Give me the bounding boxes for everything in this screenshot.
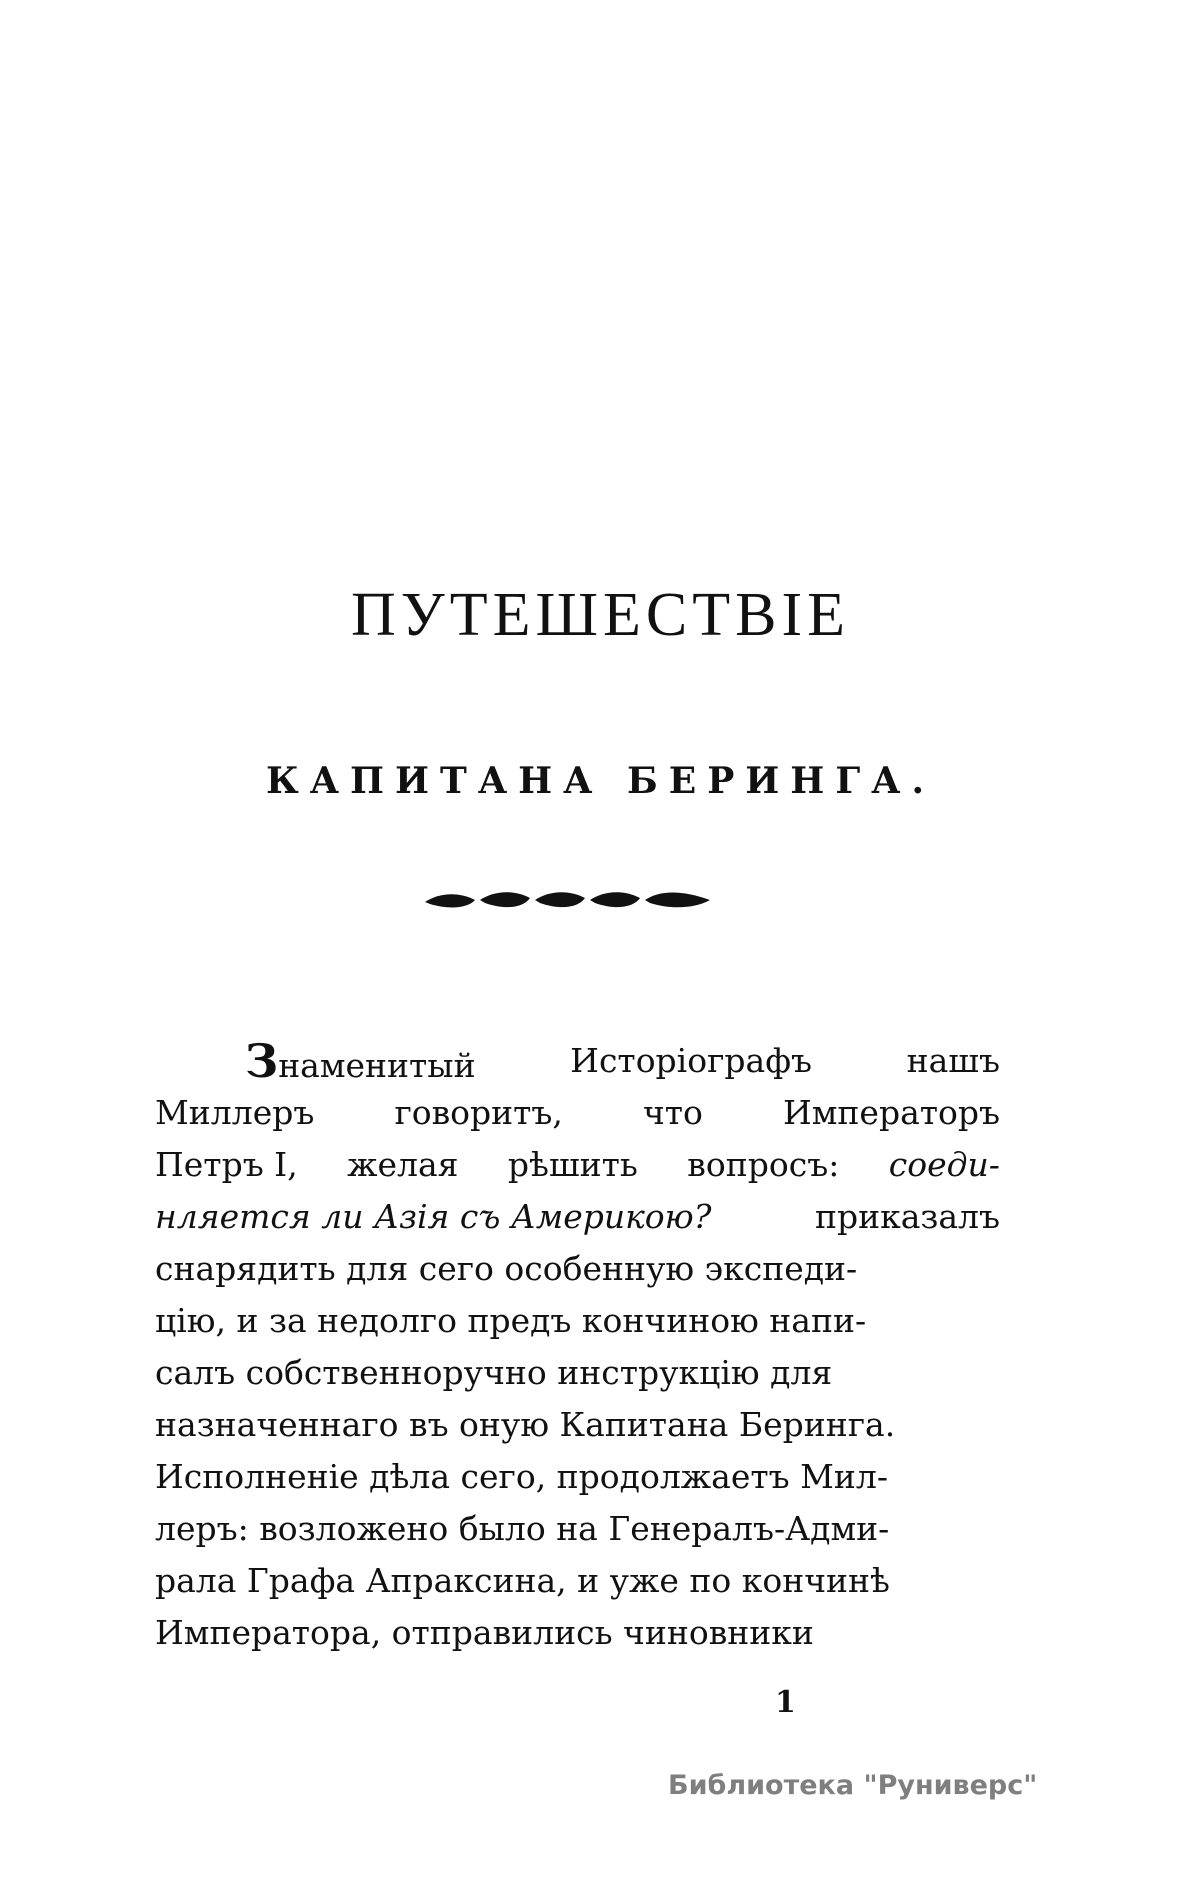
text-line: Исполненіе дѣла сего, продолжаетъ Мил- (155, 1457, 889, 1496)
text-word: вопросъ: (687, 1145, 840, 1184)
text-word-part: наменитый (278, 1046, 476, 1085)
text-line (155, 1139, 1000, 1191)
italic-text: соеди- (888, 1145, 1000, 1184)
text-line: цію, и за недолго предъ кончиною напи- (155, 1301, 867, 1340)
text-word: говоритъ, (394, 1093, 563, 1132)
text-line: Императора, отправились чиновники (155, 1613, 814, 1652)
text-word: нашъ (906, 1041, 1000, 1080)
text-word (245, 1035, 476, 1087)
text-word: приказалъ (814, 1197, 1000, 1236)
library-watermark: Библиотека "Руниверс" (668, 1770, 1038, 1801)
text-word: Петръ I, (155, 1145, 298, 1184)
text-line (155, 1035, 1000, 1087)
text-line: снарядить для сего особенную экспеди- (155, 1249, 858, 1288)
text-line: рала Графа Апраксина, и уже по кончинѣ (155, 1561, 890, 1600)
text-line (155, 1087, 1000, 1139)
drop-cap: З (245, 1034, 279, 1088)
text-word: рѣшить (507, 1145, 638, 1184)
text-word: желая (347, 1145, 459, 1184)
text-word: что (642, 1093, 703, 1132)
wave-ornament-icon (420, 880, 720, 920)
italic-text: нляется ли Азія съ Америкою? (155, 1197, 712, 1236)
text-line (155, 1191, 1000, 1243)
page-title: ПУТЕШЕСТВІЕ (351, 581, 850, 649)
page-number: 1 (775, 1685, 796, 1720)
page-subtitle: КАПИТАНА БЕРИНГА. (265, 760, 936, 802)
text-word: Исторіографъ (570, 1041, 813, 1080)
text-line: салъ собственноручно инструкцію для (155, 1353, 833, 1392)
text-line: назначеннаго въ оную Капитана Беринга. (155, 1405, 896, 1444)
text-line: леръ: возложено было на Генералъ-Адми- (155, 1509, 890, 1548)
text-word: Миллеръ (155, 1093, 315, 1132)
text-word: Императоръ (782, 1093, 1000, 1132)
body-paragraph (155, 1035, 1000, 1659)
